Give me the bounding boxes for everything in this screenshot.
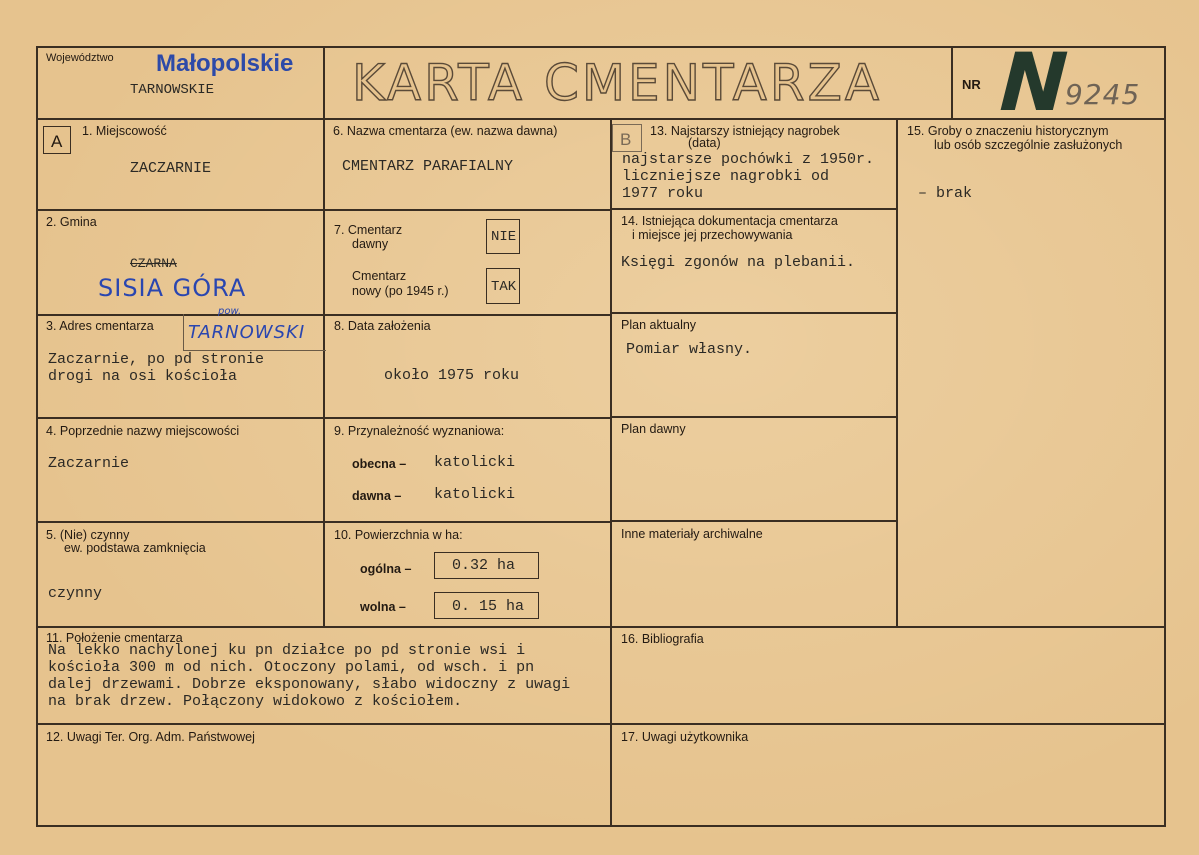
line-row-lower: [36, 723, 1166, 725]
line-top: [36, 46, 1166, 48]
field-13-value-line2: liczniejsze nagrobki od: [622, 168, 830, 185]
line-col-3: [896, 118, 898, 628]
nr-number: 9245: [1065, 78, 1141, 111]
line-b-inne: [610, 520, 898, 522]
line-b-plan: [610, 312, 898, 314]
field-10-ogolna-value: 0.32 ha: [452, 557, 516, 574]
inne-label: Inne materiały archiwalne: [621, 527, 763, 541]
field-2-label: 2. Gmina: [46, 215, 97, 229]
field-14-label-line2: i miejsce jej przechowywania: [632, 228, 793, 242]
field-13-value-line1: najstarsze pochówki z 1950r.: [622, 151, 875, 168]
section-b-letter: B: [620, 130, 632, 149]
field-7-dawny-value: NIE: [491, 229, 517, 245]
field-15-value: – brak: [918, 185, 973, 202]
line-right: [1164, 46, 1166, 827]
line-row-main: [36, 626, 1166, 628]
field-8-label: 8. Data założenia: [334, 319, 431, 333]
field-11-line2: kościoła 300 m od nich. Otoczony polami, od wsch. i pn: [48, 659, 535, 676]
field-9-obecna-value: katolicki: [434, 454, 516, 471]
line-bottom: [36, 825, 1166, 827]
field-7-label-line1: 7. Cmentarz: [334, 223, 403, 237]
field-9-label: 9. Przynależność wyznaniowa:: [334, 424, 505, 438]
field-11-label: 11. Położenie cmentarza: [46, 631, 183, 645]
field-10-label: 10. Powierzchnia w ha:: [334, 528, 463, 542]
line-col-2: [610, 118, 612, 826]
field-14-label-line1: 14. Istniejąca dokumentacja cmentarza: [621, 214, 838, 228]
field-4-value: Zaczarnie: [48, 455, 130, 472]
field-6-value: CMENTARZ PARAFIALNY: [342, 158, 514, 175]
field-7-nowy-value: TAK: [491, 279, 517, 295]
field-9-dawna-value: katolicki: [434, 486, 516, 503]
field-10-ogolna-label: ogólna –: [360, 562, 412, 576]
line-b-14: [610, 208, 898, 210]
line-left: [36, 46, 38, 827]
field-3-pow-note: pow.: [218, 306, 242, 317]
card-title: KARTA CMENTARZA: [352, 54, 883, 112]
field-3-value-line2: drogi na osi kościoła: [48, 368, 238, 385]
field-1-label: 1. Miejscowość: [82, 124, 167, 138]
field-16-label: 16. Bibliografia: [621, 632, 704, 646]
field-8-value: około 1975 roku: [384, 367, 520, 384]
line-nr-left: [951, 46, 953, 120]
field-10-wolna-value: 0. 15 ha: [452, 598, 525, 615]
field-15-label-line2: lub osób szczególnie zasłużonych: [934, 138, 1123, 152]
field-7-nowy-line1: Cmentarz: [352, 269, 407, 283]
nr-letter: N: [988, 36, 1079, 129]
field-3-label: 3. Adres cmentarza: [46, 319, 154, 333]
plan-dawny-label: Plan dawny: [621, 422, 686, 436]
field-10-wolna-label: wolna –: [360, 600, 406, 614]
field-11-line1: Na lekko nachylonej ku pn działce po pd stronie wsi i: [48, 642, 526, 659]
field-14-value: Księgi zgonów na plebanii.: [621, 254, 856, 271]
field-2-handwritten: SISIA GÓRA: [98, 274, 247, 302]
field-1-value: ZACZARNIE: [130, 160, 212, 177]
field-5-label-line2: ew. podstawa zamknięcia: [64, 541, 206, 555]
field-6-label: 6. Nazwa cmentarza (ew. nazwa dawna): [333, 124, 558, 138]
field-3-county: TARNOWSKI: [188, 322, 306, 343]
field-13-value-line3: 1977 roku: [622, 185, 704, 202]
field-15-label-line1: 15. Groby o znaczeniu historycznym: [907, 124, 1109, 138]
field-5-label-line1: 5. (Nie) czynny: [46, 528, 130, 542]
field-13-label-line2: (data): [688, 136, 721, 150]
voivodeship-typed: TARNOWSKIE: [130, 82, 215, 98]
line-b-plan-dawny: [610, 416, 898, 418]
field-3-value-line1: Zaczarnie, po pd stronie: [48, 351, 265, 368]
field-11-line4: na brak drzew. Połączony widokowo z kościołem.: [48, 693, 463, 710]
field-13-label-line1: 13. Najstarszy istniejący nagrobek: [650, 124, 840, 138]
field-7-label-line2: dawny: [352, 237, 389, 251]
field-9-dawna-label: dawna –: [352, 489, 402, 503]
plan-aktualny-label: Plan aktualny: [621, 318, 697, 332]
voivodeship-label: Województwo: [46, 52, 114, 64]
field-17-label: 17. Uwagi użytkownika: [621, 730, 749, 744]
field-9-obecna-label: obecna –: [352, 457, 407, 471]
voivodeship-stamp: Małopolskie: [156, 50, 294, 77]
field-11-line3: dalej drzewami. Dobrze eksponowany, słabo widoczny z uwagi: [48, 676, 571, 693]
nr-label: NR: [962, 77, 981, 92]
section-a-letter: A: [51, 132, 63, 151]
field-2-crossed: CZARNA: [130, 256, 177, 271]
field-4-label: 4. Poprzednie nazwy miejscowości: [46, 424, 240, 438]
field-5-value: czynny: [48, 585, 103, 602]
field-12-label: 12. Uwagi Ter. Org. Adm. Państwowej: [46, 730, 255, 744]
field-7-nowy-line2: nowy (po 1945 r.): [352, 284, 449, 298]
plan-aktualny-value: Pomiar własny.: [626, 341, 753, 358]
